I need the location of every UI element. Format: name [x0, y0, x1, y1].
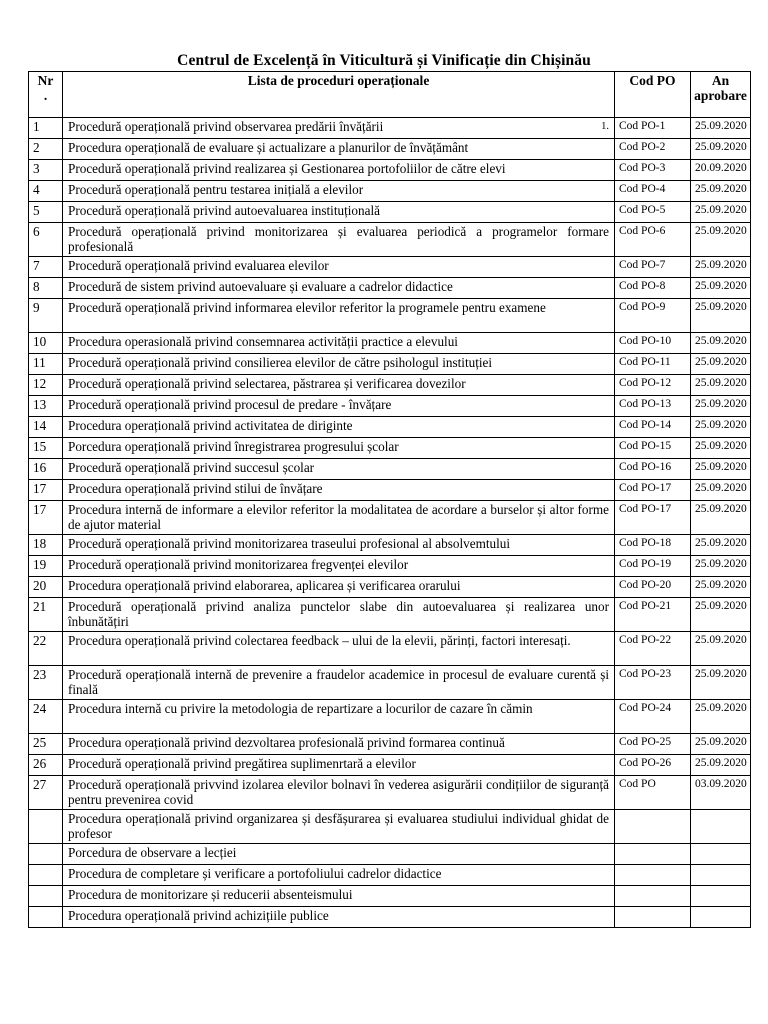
- row-number: 2: [29, 139, 63, 160]
- row-cod-po: Cod PO-16: [615, 459, 691, 480]
- row-procedure-name: Procedură operațională privind procesul de predare - învățare: [63, 396, 615, 417]
- row-number: 24: [29, 700, 63, 734]
- footnote-marker: 1.: [601, 121, 609, 132]
- row-number: 16: [29, 459, 63, 480]
- row-year: 25.09.2020: [691, 598, 751, 632]
- table-row: [29, 886, 751, 907]
- row-year: 25.09.2020: [691, 438, 751, 459]
- row-number: 25: [29, 734, 63, 755]
- row-cod-po: Cod PO-5: [615, 202, 691, 223]
- row-number: 15: [29, 438, 63, 459]
- row-procedure-name: Procedură operațională pentru testarea inițială a elevilor: [63, 181, 615, 202]
- table-row: [29, 223, 751, 257]
- row-cod-po: [615, 886, 691, 907]
- row-year: [691, 865, 751, 886]
- row-procedure-name: Procedură operațională privind realizarea și Gestionarea portofoliilor de către elevi: [63, 160, 615, 181]
- table-header-row: [29, 72, 751, 118]
- row-procedure-name: Procedura operațională privind achizițiile publice: [63, 907, 615, 928]
- row-cod-po: Cod PO-6: [615, 223, 691, 257]
- row-cod-po: Cod PO: [615, 776, 691, 810]
- row-number: 5: [29, 202, 63, 223]
- row-number: 17: [29, 501, 63, 535]
- row-procedure-name: 1. Procedură operațională privind observarea predării învățării: [63, 118, 615, 139]
- header-nr: Nr .: [29, 72, 63, 118]
- row-procedure-name: Procedura internă de informare a elevilor referitor la modalitatea de acordare a burselor și altor forme de ajutor material: [63, 501, 615, 535]
- row-year: 25.09.2020: [691, 535, 751, 556]
- table-row: [29, 333, 751, 354]
- table-row: [29, 417, 751, 438]
- row-number: 7: [29, 257, 63, 278]
- row-number: 19: [29, 556, 63, 577]
- row-procedure-name: Procedură operațională privvind izolarea elevilor bolnavi în vederea asigurării condițiilor de siguranță pentru prevenirea covid: [63, 776, 615, 810]
- table-row: [29, 480, 751, 501]
- row-year: 25.09.2020: [691, 396, 751, 417]
- row-procedure-name: Procedură operațională privind monitorizarea traseului profesional al absolvemtului: [63, 535, 615, 556]
- row-number: 17: [29, 480, 63, 501]
- row-number: [29, 810, 63, 844]
- row-cod-po: [615, 810, 691, 844]
- row-year: [691, 886, 751, 907]
- row-cod-po: Cod PO-3: [615, 160, 691, 181]
- row-procedure-name: Procedură de sistem privind autoevaluare și evaluare a cadrelor didactice: [63, 278, 615, 299]
- row-procedure-name: Porcedura operațională privind înregistrarea progresului școlar: [63, 438, 615, 459]
- row-number: [29, 865, 63, 886]
- row-cod-po: Cod PO-4: [615, 181, 691, 202]
- table-row: [29, 278, 751, 299]
- row-procedure-name: Procedura operațională privind elaborarea, aplicarea și verificarea orarului: [63, 577, 615, 598]
- header-cod: Cod PO: [615, 72, 691, 118]
- row-procedure-name: Procedură operațională privind monitorizarea fregvenței elevilor: [63, 556, 615, 577]
- row-year: 25.09.2020: [691, 118, 751, 139]
- table-row: [29, 459, 751, 480]
- row-number: 26: [29, 755, 63, 776]
- row-year: 25.09.2020: [691, 354, 751, 375]
- row-year: 25.09.2020: [691, 755, 751, 776]
- row-procedure-name: Procedură operațională privind autoevaluarea instituțională: [63, 202, 615, 223]
- table-row: [29, 354, 751, 375]
- procedures-table: [28, 71, 751, 928]
- row-year: 20.09.2020: [691, 160, 751, 181]
- row-number: [29, 886, 63, 907]
- row-year: 25.09.2020: [691, 375, 751, 396]
- table-row: [29, 907, 751, 928]
- document-title: Centrul de Excelență în Viticultură și Vinificație din Chișinău: [177, 52, 591, 69]
- row-cod-po: Cod PO-10: [615, 333, 691, 354]
- row-year: 25.09.2020: [691, 181, 751, 202]
- row-number: 12: [29, 375, 63, 396]
- table-row: [29, 375, 751, 396]
- row-procedure-name: Procedura operațională privind stilui de învățare: [63, 480, 615, 501]
- row-cod-po: Cod PO-8: [615, 278, 691, 299]
- row-number: 9: [29, 299, 63, 333]
- row-procedure-name: Procedură operațională privind selectarea, păstrarea și verificarea dovezilor: [63, 375, 615, 396]
- row-year: 25.09.2020: [691, 202, 751, 223]
- header-name: Lista de proceduri operaționale: [63, 72, 615, 118]
- row-year: 03.09.2020: [691, 776, 751, 810]
- table-row: [29, 501, 751, 535]
- table-row: [29, 865, 751, 886]
- row-procedure-name: Procedura operasională privind consemnarea activității practice a elevului: [63, 333, 615, 354]
- table-row: [29, 257, 751, 278]
- row-cod-po: Cod PO-18: [615, 535, 691, 556]
- row-cod-po: Cod PO-23: [615, 666, 691, 700]
- row-number: 27: [29, 776, 63, 810]
- row-cod-po: Cod PO-11: [615, 354, 691, 375]
- table-row: [29, 734, 751, 755]
- row-year: 25.09.2020: [691, 501, 751, 535]
- table-row: [29, 181, 751, 202]
- row-number: 23: [29, 666, 63, 700]
- row-procedure-name: Procedura operațională de evaluare și actualizare a planurilor de învățământ: [63, 139, 615, 160]
- row-procedure-name: Procedură operațională privind evaluarea elevilor: [63, 257, 615, 278]
- row-number: 18: [29, 535, 63, 556]
- table-row: [29, 139, 751, 160]
- row-year: [691, 810, 751, 844]
- row-procedure-name: Procedură operațională privind analiza punctelor slabe din autoevaluarea și realizarea unor înbunătățiri: [63, 598, 615, 632]
- table-row: [29, 776, 751, 810]
- row-year: 25.09.2020: [691, 734, 751, 755]
- table-row: [29, 118, 751, 139]
- row-number: 1: [29, 118, 63, 139]
- row-cod-po: Cod PO-14: [615, 417, 691, 438]
- row-cod-po: Cod PO-25: [615, 734, 691, 755]
- table-row: [29, 755, 751, 776]
- row-year: [691, 907, 751, 928]
- row-cod-po: Cod PO-1: [615, 118, 691, 139]
- row-year: 25.09.2020: [691, 257, 751, 278]
- row-year: 25.09.2020: [691, 139, 751, 160]
- row-cod-po: Cod PO-19: [615, 556, 691, 577]
- row-year: 25.09.2020: [691, 700, 751, 734]
- row-year: 25.09.2020: [691, 577, 751, 598]
- table-row: [29, 438, 751, 459]
- row-cod-po: Cod PO-20: [615, 577, 691, 598]
- row-procedure-name: Procedură operațională privind consilierea elevilor de către psihologul instituției: [63, 354, 615, 375]
- row-cod-po: Cod PO-9: [615, 299, 691, 333]
- row-cod-po: Cod PO-26: [615, 755, 691, 776]
- row-cod-po: Cod PO-7: [615, 257, 691, 278]
- row-year: 25.09.2020: [691, 480, 751, 501]
- table-row: [29, 844, 751, 865]
- row-number: 4: [29, 181, 63, 202]
- row-procedure-name: Procedură operațională privind monitorizarea și evaluarea periodică a programelor formare profesională: [63, 223, 615, 257]
- row-year: 25.09.2020: [691, 299, 751, 333]
- table-row: [29, 556, 751, 577]
- row-number: 8: [29, 278, 63, 299]
- row-number: [29, 907, 63, 928]
- table-row: [29, 700, 751, 734]
- row-cod-po: [615, 865, 691, 886]
- row-number: 20: [29, 577, 63, 598]
- row-number: 22: [29, 632, 63, 666]
- row-year: 25.09.2020: [691, 278, 751, 299]
- row-procedure-name: Procedura de monitorizare și reducerii absenteismului: [63, 886, 615, 907]
- row-cod-po: [615, 907, 691, 928]
- row-cod-po: Cod PO-22: [615, 632, 691, 666]
- row-number: [29, 844, 63, 865]
- row-year: 25.09.2020: [691, 666, 751, 700]
- table-row: [29, 666, 751, 700]
- row-number: 3: [29, 160, 63, 181]
- row-procedure-name: Procedură operațională privind informarea elevilor referitor la programele pentru examene: [63, 299, 615, 333]
- row-procedure-name: Procedură operațională privind succesul școlar: [63, 459, 615, 480]
- row-procedure-name: Procedura operațională privind dezvoltarea profesională privind formarea continuă: [63, 734, 615, 755]
- row-cod-po: Cod PO-24: [615, 700, 691, 734]
- row-procedure-name: Procedura operațională privind activitatea de diriginte: [63, 417, 615, 438]
- table-row: [29, 160, 751, 181]
- row-number: 10: [29, 333, 63, 354]
- row-year: 25.09.2020: [691, 632, 751, 666]
- row-number: 14: [29, 417, 63, 438]
- table-row: [29, 396, 751, 417]
- row-cod-po: Cod PO-15: [615, 438, 691, 459]
- table-row: [29, 535, 751, 556]
- header-an: An aprobare: [691, 72, 751, 118]
- table-row: [29, 632, 751, 666]
- row-procedure-name: Procedură operațională privind pregătirea suplimenrtară a elevilor: [63, 755, 615, 776]
- row-procedure-name: Porcedura de observare a lecției: [63, 844, 615, 865]
- row-number: 11: [29, 354, 63, 375]
- row-number: 13: [29, 396, 63, 417]
- table-row: [29, 577, 751, 598]
- row-cod-po: Cod PO-12: [615, 375, 691, 396]
- row-year: 25.09.2020: [691, 556, 751, 577]
- row-number: 21: [29, 598, 63, 632]
- row-year: 25.09.2020: [691, 417, 751, 438]
- row-cod-po: Cod PO-2: [615, 139, 691, 160]
- row-procedure-name: Procedura operațională privind organizarea și desfășurarea și evaluarea studiului individual ghidat de profesor: [63, 810, 615, 844]
- row-cod-po: Cod PO-13: [615, 396, 691, 417]
- row-number: 6: [29, 223, 63, 257]
- row-procedure-name: Procedură operațională internă de prevenire a fraudelor academice in procesul de evaluare curentă și finală: [63, 666, 615, 700]
- row-cod-po: [615, 844, 691, 865]
- table-body: [29, 118, 751, 928]
- row-procedure-name: Procedura operațională privind colectarea feedback – ului de la elevii, părinți, factori interesați.: [63, 632, 615, 666]
- table-row: [29, 299, 751, 333]
- row-cod-po: Cod PO-17: [615, 480, 691, 501]
- row-year: 25.09.2020: [691, 459, 751, 480]
- table-row: [29, 598, 751, 632]
- row-procedure-name: Procedura de completare și verificare a portofoliului cadrelor didactice: [63, 865, 615, 886]
- row-year: [691, 844, 751, 865]
- table-row: [29, 202, 751, 223]
- row-cod-po: Cod PO-17: [615, 501, 691, 535]
- row-year: 25.09.2020: [691, 223, 751, 257]
- table-row: [29, 810, 751, 844]
- row-cod-po: Cod PO-21: [615, 598, 691, 632]
- row-year: 25.09.2020: [691, 333, 751, 354]
- row-procedure-name: Procedura internă cu privire la metodologia de repartizare a locurilor de cazare în cămin: [63, 700, 615, 734]
